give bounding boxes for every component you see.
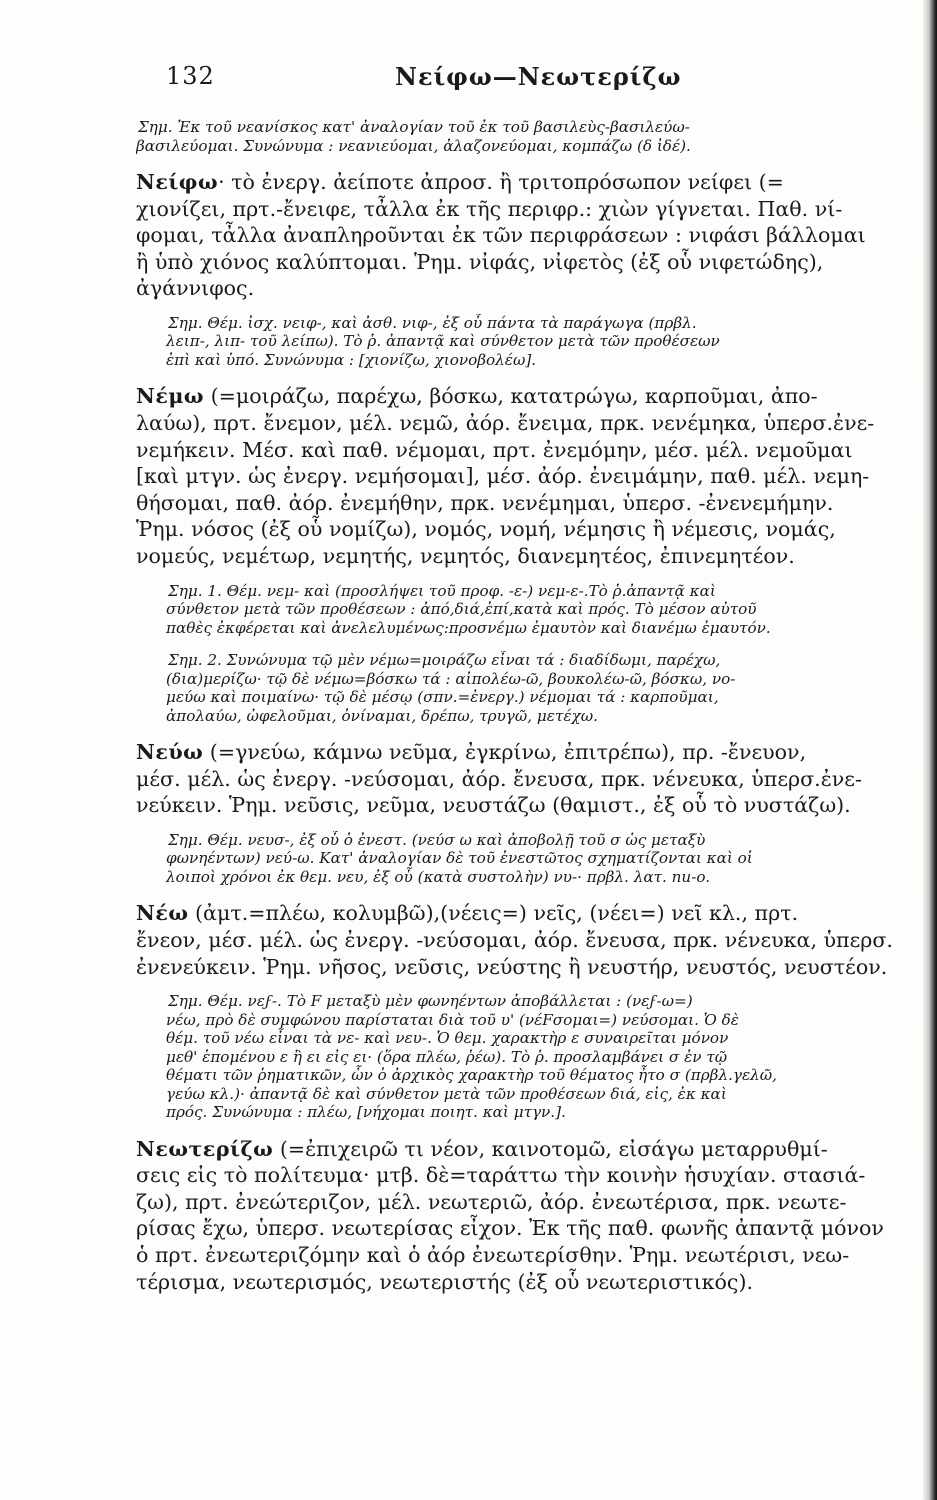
entry-line: ρίσας ἔχω, ὑπερσ. νεωτερίσας εἶχον. Ἐκ τῆς παθ. φωνῆς ἀπαντᾷ μόνον bbox=[136, 1216, 884, 1241]
entry-definition-start: (=μοιράζω, παρέχω, βόσκω, κατατρώγω, καρποῦμαι, ἀπο- bbox=[204, 384, 818, 409]
entry-line: ἢ ὑπὸ χιόνος καλύπτομαι. Ῥημ. νἰφάς, νἰφετὸς (ἐξ οὗ νιφετώδης), bbox=[136, 249, 824, 274]
page-number: 132 bbox=[166, 62, 215, 90]
entry-line: νομεύς, νεμέτωρ, νεμητής, νεμητός, διανεμητέος, ἐπινεμητέον. bbox=[136, 544, 795, 569]
entry-first-line bbox=[136, 739, 921, 766]
entry-first-line bbox=[136, 1136, 921, 1163]
note-line: βασιλεύομαι. Συνώνυμα : νεανιεύομαι, ἀλαζονεύομαι, κομπάζω (δ ἰδέ). bbox=[136, 136, 691, 155]
headword: Νεωτερίζω bbox=[136, 1136, 274, 1161]
entry-line: ἀγάννιφος. bbox=[136, 276, 255, 301]
page-header bbox=[0, 62, 937, 102]
entry-line: μέσ. μέλ. ὡς ἐνεργ. -νεύσομαι, ἀόρ. ἔνευσα, πρκ. νένευκα, ὑπερσ.ἐνε- bbox=[136, 766, 862, 791]
entry-line: χιονίζει, πρτ.-ἔνειφε, τἆλλα ἐκ τῆς περιφρ.: χιὼν γίγνεται. Παθ. νί- bbox=[136, 196, 843, 221]
entry-line: [καὶ μτγν. ὡς ἐνεργ. νεμήσομαι], μέσ. ἀόρ. ἐνειμάμην, παθ. μέλ. νεμη- bbox=[136, 464, 870, 489]
entry-definition-start: · τὸ ἐνεργ. ἀείποτε ἀπροσ. ἢ τριτοπρόσωπον νείφει (= bbox=[218, 170, 784, 194]
entry-definition-start: (ἀμτ.=πλέω, κολυμβῶ),(νέεις=) νεῖς, (νέει=) νεῖ κλ., πρτ. bbox=[188, 901, 799, 926]
note-line: λειπ-, λιπ- τοῦ λείπω). Τὸ ῥ. ἀπαντᾷ καὶ σύνθετον μετὰ τῶν προθέσεων bbox=[166, 332, 720, 351]
entry-line: ὁ πρτ. ἐνεωτεριζόμην καὶ ὁ ἀόρ ἐνεωτερίσθην. Ῥημ. νεωτέρισι, νεω- bbox=[136, 1243, 850, 1268]
entry-line: λαύω), πρτ. ἔνεμον, μέλ. νεμῶ, ἀόρ. ἔνειμα, πρκ. νενέμηκα, ὑπερσ.ἐνε- bbox=[136, 411, 875, 436]
note-line: ἐπὶ καὶ ὑπό. Συνώνυμα : [χιονίζω, χιονοβολέω]. bbox=[166, 350, 537, 369]
grammar-note bbox=[136, 314, 921, 370]
entry-line: νεύκειν. Ῥημ. νεῦσις, νεῦμα, νευστάζω (θαμιστ., ἐξ οὗ τὸ νυστάζω). bbox=[136, 793, 851, 818]
headword: Νέμω bbox=[136, 384, 205, 409]
note-line: Σημ. Θέμ. νευσ-, ἐξ οὗ ὁ ἐνεστ. (νεύσ ω καὶ ἀποβολῇ τοῦ σ ὡς μεταξὺ bbox=[168, 830, 706, 849]
grammar-note bbox=[136, 118, 921, 155]
note-line: λοιποὶ χρόνοι ἐκ θεμ. νευ, ἐξ οὗ (κατὰ συστολὴν) νυ-· πρβλ. λατ. nu-o. bbox=[166, 867, 711, 886]
note-line: σύνθετον μετὰ τῶν προθέσεων : ἀπό,διά,ἐπί,κατὰ καὶ πρός. Τὸ μέσον αὐτοῦ bbox=[166, 600, 757, 619]
note-line: παθὲς ἐκφέρεται καὶ ἀνελελυμένως:προσνέμω ἐμαυτὸν καὶ διανέμω ἐμαυτόν. bbox=[166, 618, 771, 637]
running-head: Νείφω—Νεωτερίζω bbox=[395, 62, 682, 91]
note-line: Σημ. 2. Συνώνυμα τῷ μὲν νέμω=μοιράζω εἶναι τά : διαδίδωμι, παρέχω, bbox=[168, 651, 721, 670]
note-line: Σημ. Θέμ. νεϝ-. Τὸ F μεταξὺ μὲν φωνηέντων ἀποβάλλεται : (νεϝ-ω=) bbox=[168, 992, 693, 1011]
grammar-note bbox=[136, 831, 921, 887]
entry-definition-start: (=ἐπιχειρῶ τι νέον, καινοτομῶ, εἰσάγω μεταρρυθμί- bbox=[273, 1136, 828, 1161]
note-line: πρός. Συνώνυμα : πλέω, [νήχομαι ποιητ. καὶ μτγν.]. bbox=[166, 1103, 566, 1122]
note-line: Σημ. 1. Θέμ. νεμ- καὶ (προσλήψει τοῦ προφ. -ε-) νεμ-ε-.Τὸ ῥ.ἀπαντᾷ καὶ bbox=[168, 581, 716, 600]
note-line: Σημ. Ἐκ τοῦ νεανίσκος κατ' ἀναλογίαν τοῦ ἐκ τοῦ βασιλεὺς-βασιλεύω- bbox=[138, 118, 690, 136]
note-line: μεθ' ἑπομένου ε ἢ ει εἰς ει· (ὅρα πλέω, ῥέω). Τὸ ῥ. προσλαμβάνει σ ἐν τῷ bbox=[166, 1047, 728, 1066]
dictionary-entry bbox=[136, 1136, 921, 1296]
entry-line: ἐνενεύκειν. Ῥημ. νῆσος, νεῦσις, νεύστης ἢ νευστήρ, νευστός, νευστέον. bbox=[136, 954, 888, 979]
entry-line: φομαι, τἆλλα ἀναπληροῦνται ἐκ τῶν περιφράσεων : νιφάσι βάλλομαι bbox=[136, 223, 866, 248]
note-line: μεύω καὶ ποιμαίνω· τῷ δὲ μέσῳ (σπν.=ἐνεργ.) νέμομαι τά : καρποῦμαι, bbox=[166, 688, 719, 707]
headword: Νεύω bbox=[136, 740, 204, 765]
note-line: ἀπολαύω, ὠφελοῦμαι, ὀνίναμαι, δρέπω, τρυγῶ, μετέχω. bbox=[166, 706, 598, 725]
note-line: θέμ. τοῦ νέω εἶναι τὰ νε- καὶ νευ-. Ὁ θεμ. χαρακτὴρ ε συναιρεῖται μόνον bbox=[166, 1029, 729, 1048]
headword: Νείφω bbox=[136, 170, 219, 194]
entry-line: θήσομαι, παθ. ἀόρ. ἐνεμήθην, πρκ. νενέμημαι, ὑπερσ. -ἐνενεμήμην. bbox=[136, 490, 834, 515]
dictionary-entry bbox=[136, 169, 921, 302]
entry-first-line bbox=[136, 383, 921, 410]
note-line: φωνηέντων) νεύ-ω. Κατ' ἀναλογίαν δὲ τοῦ ἐνεστῶτος σχηματίζονται καὶ οἱ bbox=[166, 849, 753, 868]
dictionary-content bbox=[136, 118, 921, 1307]
dictionary-entry bbox=[136, 900, 921, 980]
entry-line: σεις εἰς τὸ πολίτευμα· μτβ. δὲ=ταράττω τὴν κοινὴν ἡσυχίαν. στασιά- bbox=[136, 1163, 866, 1188]
entry-line: τέρισμα, νεωτερισμός, νεωτεριστής (ἐξ οὗ νεωτεριστικός). bbox=[136, 1269, 754, 1294]
entry-line: ζω), πρτ. ἐνεώτεριζον, μέλ. νεωτεριῶ, ἀόρ. ἐνεωτέρισα, πρκ. νεωτε- bbox=[136, 1189, 847, 1214]
note-line: Σημ. Θέμ. ἰσχ. νειφ-, καὶ ἀσθ. νιφ-, ἐξ οὗ πάντα τὰ παράγωγα (πρβλ. bbox=[168, 313, 697, 332]
entry-definition-start: (=γνεύω, κάμνω νεῦμα, ἐγκρίνω, ἐπιτρέπω), πρ. -ἔνευον, bbox=[203, 740, 807, 765]
entry-line: Ῥημ. νόσος (ἐξ οὗ νομίζω), νομός, νομή, νέμησις ἢ νέμεσις, νομάς, bbox=[136, 517, 836, 542]
entry-line: ἔνεον, μέσ. μέλ. ὡς ἐνεργ. -νεύσομαι, ἀόρ. ἔνευσα, πρκ. νένευκα, ὑπερσ. bbox=[136, 928, 893, 952]
dictionary-entry bbox=[136, 739, 921, 819]
note-line: (δια)μερίζω· τῷ δὲ νέμω=βόσκω τά : αἰπολέω-ῶ, βουκολέω-ῶ, βόσκω, νο- bbox=[166, 669, 736, 688]
grammar-note bbox=[136, 651, 921, 725]
entry-first-line bbox=[136, 900, 921, 927]
note-line: γεύω κλ.)· ἀπαντᾷ δὲ καὶ σύνθετον μετὰ τῶν προθέσεων διά, εἰς, ἐκ καὶ bbox=[166, 1084, 727, 1103]
note-line: θέματι τῶν ῥηματικῶν, ὧν ὁ ἀρχικὸς χαρακτὴρ τοῦ θέματος ἦτο σ (πρβλ.γελῶ, bbox=[166, 1066, 777, 1085]
grammar-note bbox=[136, 992, 921, 1122]
dictionary-entry bbox=[136, 383, 921, 569]
grammar-note bbox=[136, 582, 921, 638]
headword: Νέω bbox=[136, 901, 189, 926]
note-line: νέω, πρὸ δὲ συμφώνου παρίσταται διὰ τοῦ υ' (νέFσομαι=) νεύσομαι. Ὁ δὲ bbox=[166, 1010, 739, 1029]
entry-line: νεμήκειν. Μέσ. καὶ παθ. νέμομαι, πρτ. ἐνεμόμην, μέσ. μέλ. νεμοῦμαι bbox=[136, 437, 853, 462]
page-edge-shadow bbox=[923, 0, 937, 1500]
entry-first-line bbox=[136, 169, 921, 196]
